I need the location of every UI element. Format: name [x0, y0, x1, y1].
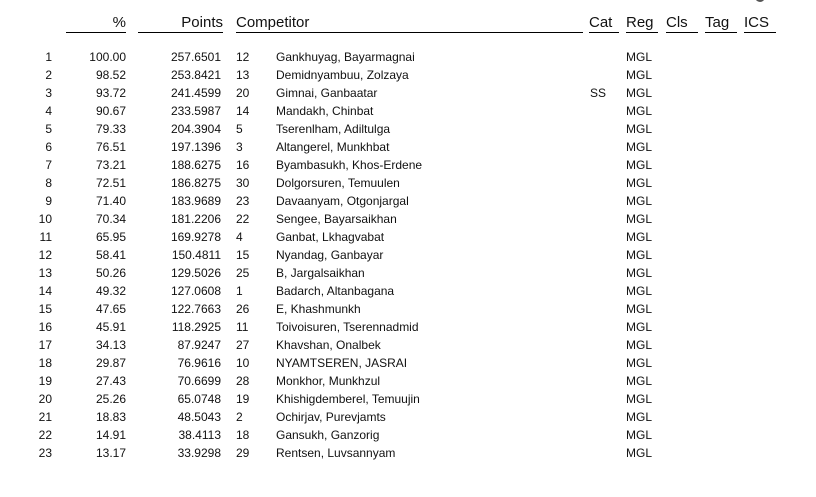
points-cell: 127.0608	[170, 284, 221, 298]
points-cell: 181.2206	[170, 212, 221, 226]
bib-number-cell: 2	[236, 410, 243, 424]
competitor-name-cell: Tserenlham, Adiltulga	[276, 122, 391, 136]
bib-number-cell: 30	[236, 176, 250, 190]
percent-cell: 100.00	[89, 50, 126, 64]
competitor-name-cell: Gankhuyag, Bayarmagnai	[276, 50, 415, 64]
region-cell: MGL	[626, 50, 653, 64]
points-cell: 233.5987	[170, 104, 221, 118]
region-cell: MGL	[626, 446, 653, 460]
competitor-name-cell: Gansukh, Ganzorig	[276, 428, 380, 442]
bib-number-cell: 10	[236, 356, 250, 370]
table-row	[0, 228, 816, 246]
rank-cell: 19	[38, 374, 52, 388]
rank-cell: 7	[45, 158, 52, 172]
competitor-name-cell: Sengee, Bayarsaikhan	[276, 212, 397, 226]
rank-cell: 6	[45, 140, 52, 154]
corner-mark	[755, 0, 765, 2]
bib-number-cell: 5	[236, 122, 243, 136]
percent-cell: 90.67	[95, 104, 126, 118]
rank-cell: 15	[38, 302, 52, 316]
points-cell: 38.4113	[178, 428, 221, 442]
table-row	[0, 246, 816, 264]
bib-number-cell: 25	[236, 266, 250, 280]
competitor-name-cell: Altangerel, Munkhbat	[276, 140, 390, 154]
region-cell: MGL	[626, 410, 653, 424]
percent-cell: 18.83	[95, 410, 126, 424]
rank-cell: 21	[38, 410, 52, 424]
bib-number-cell: 26	[236, 302, 250, 316]
rank-cell: 9	[45, 194, 52, 208]
points-cell: 253.8421	[170, 68, 221, 82]
region-cell: MGL	[626, 86, 653, 100]
bib-number-cell: 29	[236, 446, 250, 460]
rank-cell: 11	[39, 230, 52, 244]
region-cell: MGL	[626, 266, 653, 280]
table-row	[0, 192, 816, 210]
table-row	[0, 264, 816, 282]
rank-cell: 18	[38, 356, 52, 370]
bib-number-cell: 15	[236, 248, 250, 262]
percent-cell: 13.17	[95, 446, 126, 460]
bib-number-cell: 16	[236, 158, 250, 172]
header-pct: %	[66, 14, 126, 33]
percent-cell: 76.51	[95, 140, 126, 154]
rank-cell: 16	[38, 320, 52, 334]
bib-number-cell: 14	[236, 104, 250, 118]
region-cell: MGL	[626, 140, 653, 154]
region-cell: MGL	[626, 338, 653, 352]
category-cell: SS	[590, 86, 607, 100]
percent-cell: 49.32	[95, 284, 126, 298]
table-row	[0, 300, 816, 318]
percent-cell: 50.26	[95, 266, 126, 280]
table-row	[0, 48, 816, 66]
points-cell: 33.9298	[177, 446, 221, 460]
competitor-name-cell: Khavshan, Onalbek	[276, 338, 381, 352]
table-row	[0, 318, 816, 336]
percent-cell: 29.87	[95, 356, 126, 370]
percent-cell: 79.33	[95, 122, 126, 136]
rank-cell: 14	[38, 284, 52, 298]
bib-number-cell: 22	[236, 212, 250, 226]
header-cls: Cls	[666, 14, 698, 33]
competitor-name-cell: Toivoisuren, Tserennadmid	[276, 320, 419, 334]
points-cell: 65.0748	[177, 392, 221, 406]
points-cell: 183.9689	[170, 194, 221, 208]
header-reg: Reg	[626, 14, 658, 33]
percent-cell: 65.95	[95, 230, 126, 244]
table-row	[0, 408, 816, 426]
percent-cell: 47.65	[95, 302, 126, 316]
table-row	[0, 174, 816, 192]
competitor-name-cell: Rentsen, Luvsannyam	[276, 446, 396, 460]
points-cell: 70.6699	[177, 374, 221, 388]
points-cell: 150.4811	[171, 248, 221, 262]
header-tag: Tag	[705, 14, 737, 33]
percent-cell: 71.40	[95, 194, 126, 208]
region-cell: MGL	[626, 122, 653, 136]
table-row	[0, 120, 816, 138]
bib-number-cell: 3	[236, 140, 243, 154]
rank-cell: 20	[38, 392, 52, 406]
region-cell: MGL	[626, 194, 653, 208]
region-cell: MGL	[626, 158, 653, 172]
region-cell: MGL	[626, 104, 653, 118]
table-row	[0, 336, 816, 354]
competitor-name-cell: Gimnai, Ganbaatar	[276, 86, 378, 100]
bib-number-cell: 28	[236, 374, 250, 388]
table-row	[0, 282, 816, 300]
rank-cell: 4	[45, 104, 52, 118]
table-row	[0, 354, 816, 372]
table-row	[0, 444, 816, 462]
points-cell: 118.2925	[171, 320, 221, 334]
competitor-name-cell: B, Jargalsaikhan	[276, 266, 365, 280]
competitor-name-cell: Badarch, Altanbagana	[276, 284, 395, 298]
points-cell: 129.5026	[170, 266, 221, 280]
percent-cell: 14.91	[95, 428, 126, 442]
region-cell: MGL	[626, 428, 653, 442]
rank-cell: 13	[38, 266, 52, 280]
table-row	[0, 390, 816, 408]
region-cell: MGL	[626, 230, 653, 244]
header-points: Points	[138, 14, 223, 33]
region-cell: MGL	[626, 356, 653, 370]
points-cell: 48.5043	[177, 410, 221, 424]
points-cell: 76.9616	[177, 356, 221, 370]
region-cell: MGL	[626, 374, 653, 388]
bib-number-cell: 19	[236, 392, 250, 406]
bib-number-cell: 20	[236, 86, 250, 100]
table-row	[0, 210, 816, 228]
table-row	[0, 66, 816, 84]
competitor-name-cell: Dolgorsuren, Temuulen	[276, 176, 400, 190]
points-cell: 241.4599	[170, 86, 221, 100]
rank-cell: 1	[45, 50, 52, 64]
points-cell: 257.6501	[170, 50, 221, 64]
competitor-name-cell: NYAMTSEREN, JASRAI	[276, 356, 408, 370]
header-cat: Cat	[589, 14, 619, 33]
points-cell: 169.9278	[170, 230, 221, 244]
region-cell: MGL	[626, 68, 653, 82]
bib-number-cell: 13	[236, 68, 250, 82]
points-cell: 87.9247	[177, 338, 221, 352]
bib-number-cell: 12	[236, 50, 250, 64]
competitor-name-cell: Mandakh, Chinbat	[276, 104, 374, 118]
table-row	[0, 372, 816, 390]
rank-cell: 12	[38, 248, 52, 262]
percent-cell: 58.41	[95, 248, 126, 262]
percent-cell: 98.52	[95, 68, 126, 82]
region-cell: MGL	[626, 302, 653, 316]
rank-cell: 23	[38, 446, 52, 460]
percent-cell: 27.43	[95, 374, 126, 388]
points-cell: 122.7663	[170, 302, 221, 316]
table-row	[0, 156, 816, 174]
bib-number-cell: 11	[236, 320, 249, 334]
rank-cell: 5	[45, 122, 52, 136]
bib-number-cell: 27	[236, 338, 250, 352]
competitor-name-cell: Ochirjav, Purevjamts	[276, 410, 386, 424]
rank-cell: 17	[38, 338, 52, 352]
region-cell: MGL	[626, 176, 653, 190]
competitor-name-cell: Ganbat, Lkhagvabat	[276, 230, 385, 244]
percent-cell: 72.51	[95, 176, 126, 190]
bib-number-cell: 18	[236, 428, 250, 442]
table-row	[0, 426, 816, 444]
rank-cell: 2	[45, 68, 52, 82]
rank-cell: 10	[38, 212, 52, 226]
rank-cell: 8	[45, 176, 52, 190]
percent-cell: 34.13	[95, 338, 126, 352]
region-cell: MGL	[626, 284, 653, 298]
competitor-name-cell: Davaanyam, Otgonjargal	[276, 194, 409, 208]
competitor-name-cell: Nyandag, Ganbayar	[276, 248, 384, 262]
points-cell: 186.8275	[170, 176, 221, 190]
bib-number-cell: 23	[236, 194, 250, 208]
points-cell: 197.1396	[170, 140, 221, 154]
percent-cell: 70.34	[95, 212, 126, 226]
table-row	[0, 102, 816, 120]
competitor-name-cell: Monkhor, Munkhzul	[276, 374, 381, 388]
bib-number-cell: 4	[236, 230, 243, 244]
competitor-name-cell: Demidnyambuu, Zolzaya	[276, 68, 409, 82]
percent-cell: 25.26	[95, 392, 126, 406]
rank-cell: 3	[45, 86, 52, 100]
percent-cell: 93.72	[95, 86, 126, 100]
region-cell: MGL	[626, 320, 653, 334]
header-ics: ICS	[744, 14, 776, 33]
table-row	[0, 84, 816, 102]
bib-number-cell: 1	[236, 284, 243, 298]
percent-cell: 45.91	[95, 320, 126, 334]
percent-cell: 73.21	[95, 158, 126, 172]
region-cell: MGL	[626, 392, 653, 406]
region-cell: MGL	[626, 248, 653, 262]
competitor-name-cell: E, Khashmunkh	[276, 302, 361, 316]
points-cell: 204.3904	[170, 122, 221, 136]
region-cell: MGL	[626, 212, 653, 226]
rank-cell: 22	[38, 428, 52, 442]
competitor-name-cell: Byambasukh, Khos-Erdene	[276, 158, 423, 172]
header-competitor: Competitor	[236, 14, 583, 33]
table-row	[0, 138, 816, 156]
competitor-name-cell: Khishigdemberel, Temuujin	[276, 392, 420, 406]
points-cell: 188.6275	[170, 158, 221, 172]
